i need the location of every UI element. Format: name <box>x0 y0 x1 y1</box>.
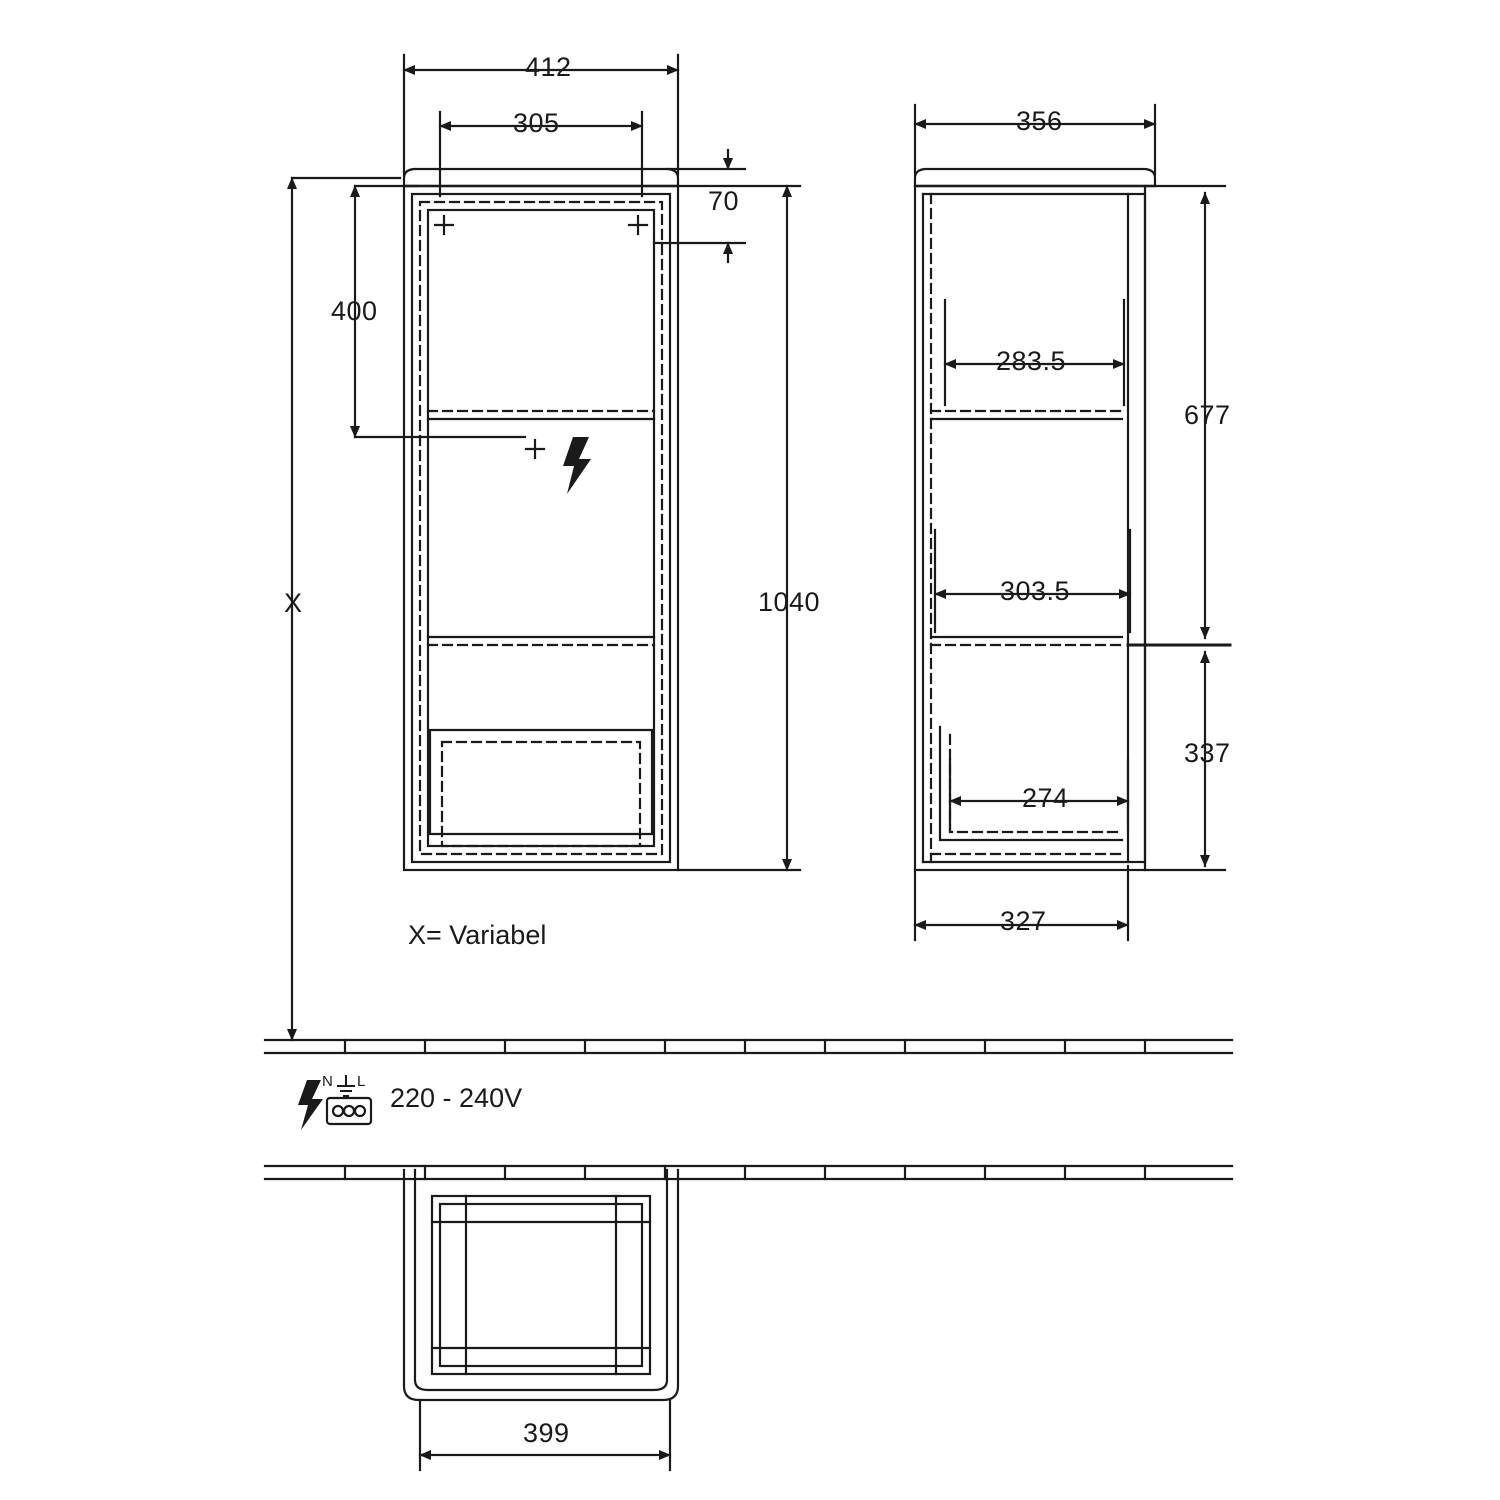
dim-label-front-overall-height: 1040 <box>758 587 821 617</box>
dim-label-side-drawer-depth: 274 <box>1022 783 1069 813</box>
dim-label-front-floor-marker: X <box>284 588 303 618</box>
dim-label-side-upper-section-height: 677 <box>1184 400 1231 430</box>
power-terminal-icon <box>327 1098 371 1124</box>
earth-ground-icon <box>338 1076 354 1096</box>
note-variable: X= Variabel <box>408 920 547 950</box>
dim-label-front-overall-width: 412 <box>525 52 572 82</box>
dim-label-side-body-depth: 327 <box>1000 906 1047 936</box>
dim-label-front-inner-width: 305 <box>513 108 560 138</box>
dim-label-front-upper-shelf-height: 400 <box>331 296 378 326</box>
top-view-geometry <box>404 1170 678 1400</box>
note-voltage: 220 - 240V <box>390 1083 523 1113</box>
dim-label-side-overall-depth: 356 <box>1016 106 1063 136</box>
front-view-geometry <box>404 169 678 870</box>
lightning-bolt-icon-front <box>563 437 591 494</box>
dim-label-top-width: 399 <box>523 1418 570 1448</box>
terminal-label-l: L <box>357 1073 366 1090</box>
dim-label-side-lower-inner-depth: 303.5 <box>1000 576 1071 606</box>
dim-label-front-top-offset: 70 <box>708 186 740 216</box>
dim-front-overall-height <box>678 186 800 870</box>
dim-label-side-lower-section-height: 337 <box>1184 738 1231 768</box>
lightning-bolt-icon-note <box>298 1080 323 1130</box>
floor-tile-line-upper <box>265 1040 1232 1053</box>
dim-front-upper-shelf-height <box>355 186 525 437</box>
floor-tile-line-lower <box>265 1166 1232 1179</box>
dim-label-side-upper-inner-depth: 283.5 <box>996 346 1067 376</box>
terminal-label-n: N <box>322 1073 333 1090</box>
